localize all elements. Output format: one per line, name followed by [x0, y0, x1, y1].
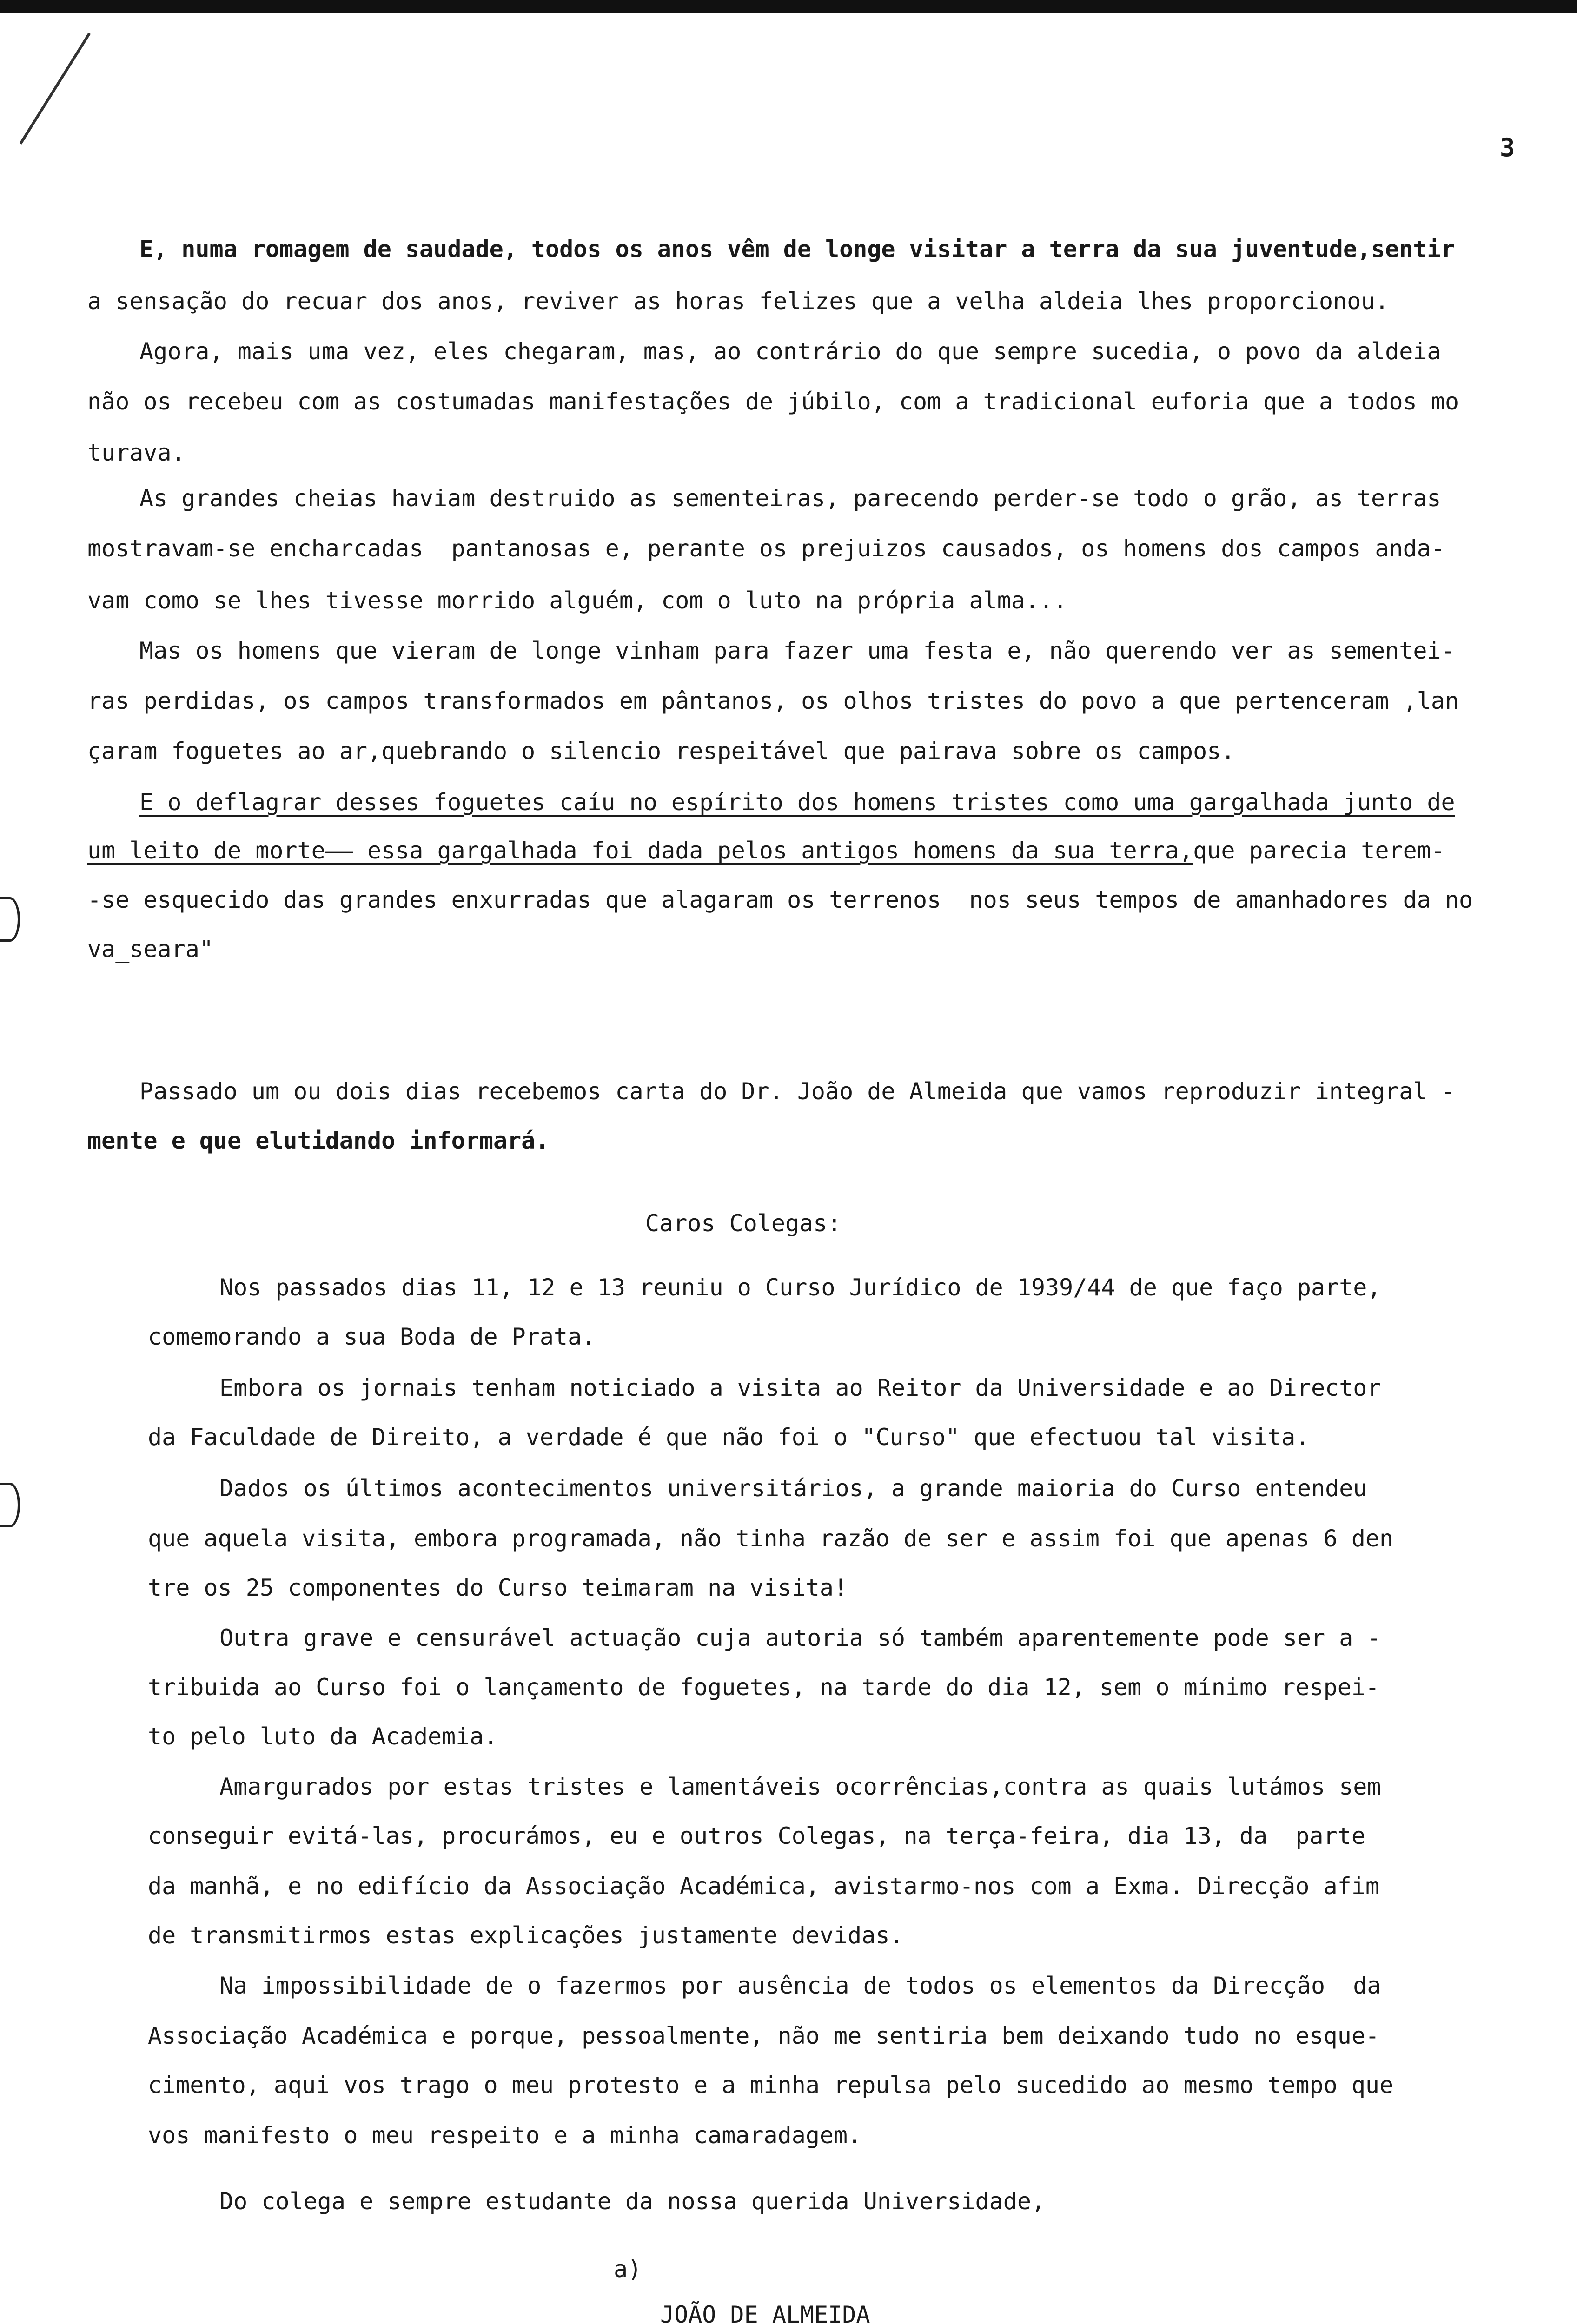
letter-line: tre os 25 componentes do Curso teimaram na visita! [148, 1574, 848, 1601]
quote-line: E, numa romagem de saudade, todos os anos vêm de longe visitar a terra da sua juventude,sentir [139, 236, 1455, 263]
quote-line: a sensação do recuar dos anos, reviver as horas felizes que a velha aldeia lhes proporcionou. [87, 288, 1389, 315]
letter-line: Na impossibilidade de o fazermos por ausência de todos os elementos da Direcção da [219, 1972, 1381, 1999]
punch-hole-mark [0, 1483, 20, 1527]
letter-line: Amargurados por estas tristes e lamentáveis ocorrências,contra as quais lutámos sem [219, 1773, 1381, 1800]
intro-line: mente e que elutidando informará. [87, 1127, 550, 1154]
letter-line: cimento, aqui vos trago o meu protesto e a minha repulsa pelo sucedido ao mesmo tempo que [148, 2072, 1394, 2099]
letter-line: que aquela visita, embora programada, não tinha razão de ser e assim foi que apenas 6 den [148, 1525, 1394, 1552]
pen-stroke-mark [20, 33, 91, 145]
quote-line: As grandes cheias haviam destruido as sementeiras, parecendo perder-se todo o grão, as terras [139, 485, 1441, 512]
letter-line: Nos passados dias 11, 12 e 13 reuniu o Curso Jurídico de 1939/44 de que faço parte, [219, 1274, 1381, 1301]
letter-line: Dados os últimos acontecimentos universitários, a grande maioria do Curso entendeu [219, 1475, 1367, 1502]
line-continuation: que parecia terem- [1193, 837, 1445, 864]
page-number: 3 [1500, 133, 1515, 162]
letter-closing: Do colega e sempre estudante da nossa querida Universidade, [219, 2188, 1046, 2215]
underlined-phrase: um leito de morte—— essa gargalhada foi dada pelos antigos homens da sua terra, [87, 837, 1193, 864]
signature-mark: a) [614, 2256, 642, 2283]
quote-line-underlined: E o deflagrar desses foguetes caíu no espírito dos homens tristes como uma gargalhada junto de [139, 789, 1455, 816]
letter-line: Associação Académica e porque, pessoalmente, não me sentiria bem deixando tudo no esque- [148, 2022, 1380, 2049]
letter-line: da manhã, e no edifício da Associação Académica, avistarmo-nos com a Exma. Direcção afim [148, 1873, 1380, 1900]
quote-line: va_seara" [87, 936, 213, 963]
signature-name: JOÃO DE ALMEIDA [660, 2301, 870, 2324]
quote-line: -se esquecido das grandes enxurradas que alagaram os terrenos nos seus tempos de amanhadores da no [87, 886, 1473, 913]
quote-line: não os recebeu com as costumadas manifestações de júbilo, com a tradicional euforia que a todos mo [87, 388, 1459, 415]
letter-line: de transmitirmos estas explicações justamente devidas. [148, 1922, 904, 1949]
letter-line: da Faculdade de Direito, a verdade é que não foi o "Curso" que efectuou tal visita. [148, 1424, 1310, 1451]
letter-line: vos manifesto o meu respeito e a minha camaradagem. [148, 2122, 862, 2149]
quote-line [87, 837, 1445, 865]
quote-line: mostravam-se encharcadas pantanosas e, perante os prejuizos causados, os homens dos campos anda- [87, 535, 1445, 562]
letter-line: Embora os jornais tenham noticiado a visita ao Reitor da Universidade e ao Director [219, 1374, 1381, 1401]
letter-salutation: Caros Colegas: [645, 1210, 842, 1237]
letter-line: comemorando a sua Boda de Prata. [148, 1323, 596, 1350]
quote-line: ras perdidas, os campos transformados em pântanos, os olhos tristes do povo a que pertenceram ,lan [87, 687, 1459, 714]
quote-line: Agora, mais uma vez, eles chegaram, mas, ao contrário do que sempre sucedia, o povo da aldeia [139, 338, 1441, 365]
quote-line: vam como se lhes tivesse morrido alguém, com o luto na própria alma... [87, 587, 1067, 614]
quote-line: turava. [87, 439, 186, 466]
letter-line: to pelo luto da Academia. [148, 1723, 498, 1750]
letter-line: Outra grave e censurável actuação cuja autoria só também aparentemente pode ser a - [219, 1624, 1381, 1651]
quote-line: Mas os homens que vieram de longe vinham para fazer uma festa e, não querendo ver as sementei- [139, 637, 1455, 664]
letter-line: conseguir evitá-las, procurámos, eu e outros Colegas, na terça-feira, dia 13, da parte [148, 1822, 1365, 1849]
punch-hole-mark [0, 897, 20, 942]
quote-line: çaram foguetes ao ar,quebrando o silencio respeitável que pairava sobre os campos. [87, 738, 1235, 765]
scan-edge-bar [0, 0, 1577, 13]
intro-line: Passado um ou dois dias recebemos carta do Dr. João de Almeida que vamos reproduzir integral - [139, 1078, 1455, 1105]
letter-line: tribuida ao Curso foi o lançamento de foguetes, na tarde do dia 12, sem o mínimo respei- [148, 1674, 1380, 1701]
